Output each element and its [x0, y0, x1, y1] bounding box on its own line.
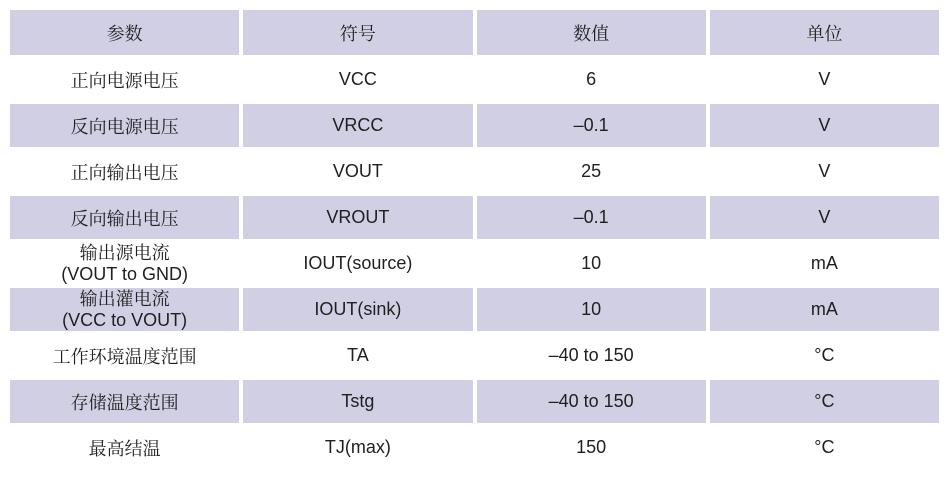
- param-cell: 反向输出电压: [10, 196, 239, 239]
- param-line: 输出灌电流: [79, 288, 170, 309]
- param-cell: 正向电源电压: [10, 58, 239, 101]
- param-cell: 最高结温: [10, 426, 239, 469]
- value-cell: 6: [477, 58, 706, 101]
- symbol-cell: Tstg: [243, 380, 472, 423]
- table-row: [10, 196, 939, 239]
- param-line: 输出源电流: [79, 242, 170, 263]
- table-row: [10, 150, 939, 193]
- symbol-cell: IOUT(source): [243, 242, 472, 285]
- param-cell: [10, 242, 239, 285]
- unit-cell: V: [710, 104, 939, 147]
- unit-cell: V: [710, 58, 939, 101]
- value-cell: 10: [477, 288, 706, 331]
- column-header-symbol: 符号: [243, 10, 472, 55]
- table-row: [10, 288, 939, 331]
- value-cell: –40 to 150: [477, 334, 706, 377]
- column-header-value: 数值: [477, 10, 706, 55]
- symbol-cell: TJ(max): [243, 426, 472, 469]
- header-row: [10, 10, 939, 55]
- table-row: [10, 426, 939, 469]
- column-header-unit: 单位: [710, 10, 939, 55]
- symbol-cell: IOUT(sink): [243, 288, 472, 331]
- symbol-cell: VROUT: [243, 196, 472, 239]
- symbol-cell: VRCC: [243, 104, 472, 147]
- table-row: [10, 58, 939, 101]
- param-cell: 正向输出电压: [10, 150, 239, 193]
- param-note: (VCC to VOUT): [62, 309, 188, 330]
- table-row: [10, 380, 939, 423]
- table-row: [10, 242, 939, 285]
- value-cell: –0.1: [477, 104, 706, 147]
- symbol-cell: TA: [243, 334, 472, 377]
- param-cell: 工作环境温度范围: [10, 334, 239, 377]
- param-cell: 反向电源电压: [10, 104, 239, 147]
- symbol-cell: VOUT: [243, 150, 472, 193]
- value-cell: 25: [477, 150, 706, 193]
- unit-cell: V: [710, 196, 939, 239]
- table-row: [10, 334, 939, 377]
- absolute-maximum-ratings-table: [6, 7, 943, 472]
- unit-cell: mA: [710, 288, 939, 331]
- value-cell: –0.1: [477, 196, 706, 239]
- value-cell: 150: [477, 426, 706, 469]
- unit-cell: °C: [710, 426, 939, 469]
- column-header-parameter: 参数: [10, 10, 239, 55]
- param-note: (VOUT to GND): [61, 263, 188, 284]
- param-cell: 存储温度范围: [10, 380, 239, 423]
- value-cell: –40 to 150: [477, 380, 706, 423]
- param-cell: [10, 288, 239, 331]
- unit-cell: V: [710, 150, 939, 193]
- table-row: [10, 104, 939, 147]
- symbol-cell: VCC: [243, 58, 472, 101]
- unit-cell: °C: [710, 334, 939, 377]
- unit-cell: mA: [710, 242, 939, 285]
- unit-cell: °C: [710, 380, 939, 423]
- value-cell: 10: [477, 242, 706, 285]
